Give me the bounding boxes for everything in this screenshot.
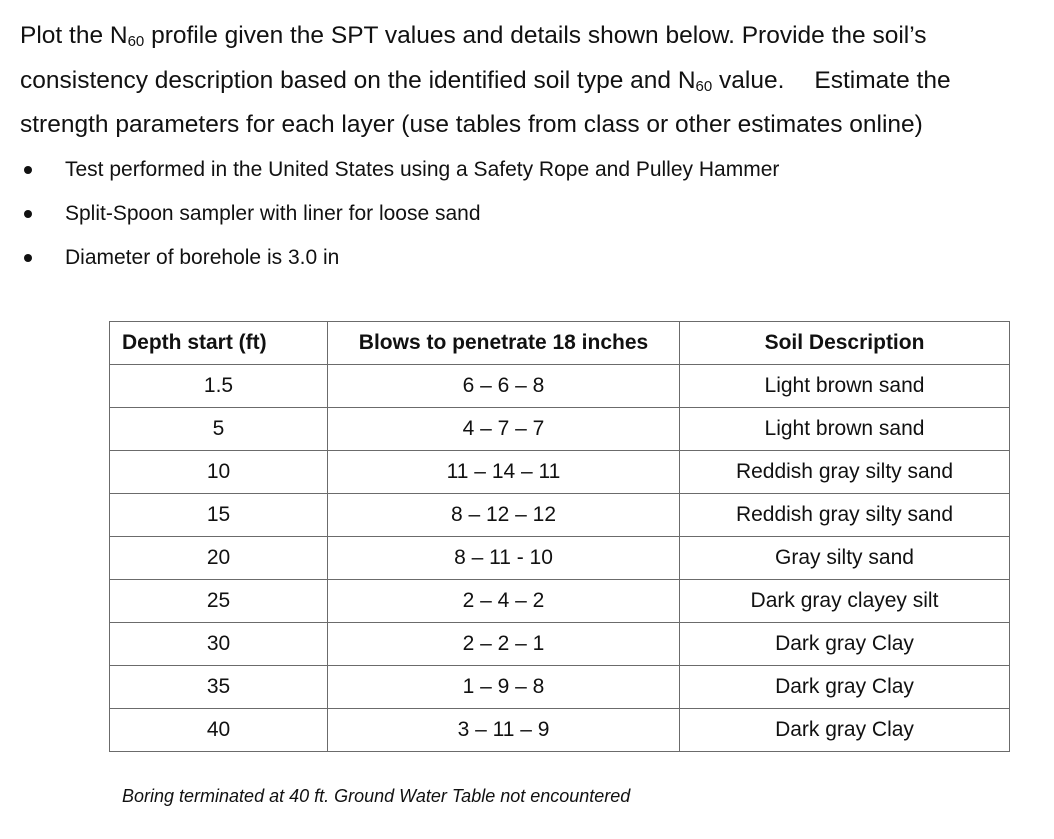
table-header-row bbox=[110, 322, 1010, 365]
cell-depth: 1.5 bbox=[110, 365, 328, 408]
problem-text: profile given the SPT values and details shown below. Provide the soil’s bbox=[144, 22, 927, 49]
cell-soil: Dark gray clayey silt bbox=[680, 580, 1010, 623]
subscript: 60 bbox=[127, 33, 145, 50]
list-item bbox=[20, 148, 779, 192]
problem-statement bbox=[20, 14, 1050, 148]
cell-blows: 8 – 12 – 12 bbox=[328, 494, 680, 537]
list-item-text: Split-Spoon sampler with liner for loose sand bbox=[65, 202, 481, 225]
cell-depth: 10 bbox=[110, 451, 328, 494]
cell-blows: 2 – 4 – 2 bbox=[328, 580, 680, 623]
cell-depth: 5 bbox=[110, 408, 328, 451]
problem-line-3: strength parameters for each layer (use tables from class or other estimates online) bbox=[20, 111, 923, 138]
cell-soil: Light brown sand bbox=[680, 365, 1010, 408]
cell-blows: 1 – 9 – 8 bbox=[328, 666, 680, 709]
table-row bbox=[110, 408, 1010, 451]
cell-soil: Dark gray Clay bbox=[680, 666, 1010, 709]
cell-soil: Light brown sand bbox=[680, 408, 1010, 451]
cell-soil: Reddish gray silty sand bbox=[680, 451, 1010, 494]
list-item-text: Diameter of borehole is 3.0 in bbox=[65, 246, 340, 269]
cell-depth: 30 bbox=[110, 623, 328, 666]
problem-line-1 bbox=[20, 14, 1050, 59]
problem-text: value. bbox=[712, 66, 785, 94]
list-item bbox=[20, 192, 779, 236]
boring-note: Boring terminated at 40 ft. Ground Water Table not encountered bbox=[122, 786, 631, 806]
cell-blows: 8 – 11 - 10 bbox=[328, 537, 680, 580]
cell-depth: 20 bbox=[110, 537, 328, 580]
cell-blows: 2 – 2 – 1 bbox=[328, 623, 680, 666]
cell-soil: Gray silty sand bbox=[680, 537, 1010, 580]
spt-table bbox=[109, 321, 1010, 752]
cell-soil: Dark gray Clay bbox=[680, 709, 1010, 752]
table-row bbox=[110, 537, 1010, 580]
problem-text: Plot the N bbox=[20, 22, 128, 49]
cell-blows: 6 – 6 – 8 bbox=[328, 365, 680, 408]
problem-text: consistency description based on the identified soil type and N bbox=[20, 66, 696, 94]
bullet-icon bbox=[24, 254, 32, 262]
bullet-icon bbox=[24, 210, 32, 218]
cell-depth: 40 bbox=[110, 709, 328, 752]
cell-soil: Reddish gray silty sand bbox=[680, 494, 1010, 537]
table-row bbox=[110, 580, 1010, 623]
table-row bbox=[110, 666, 1010, 709]
table-row bbox=[110, 494, 1010, 537]
test-details-list bbox=[20, 148, 779, 280]
cell-soil: Dark gray Clay bbox=[680, 623, 1010, 666]
list-item bbox=[20, 236, 779, 280]
header-depth: Depth start (ft) bbox=[110, 322, 328, 365]
cell-depth: 15 bbox=[110, 494, 328, 537]
bullet-icon bbox=[24, 166, 32, 174]
problem-text: Estimate the bbox=[814, 66, 951, 94]
table-row bbox=[110, 623, 1010, 666]
subscript: 60 bbox=[695, 77, 713, 95]
header-soil-description: Soil Description bbox=[680, 322, 1010, 365]
cell-depth: 25 bbox=[110, 580, 328, 623]
cell-blows: 11 – 14 – 11 bbox=[328, 451, 680, 494]
cell-depth: 35 bbox=[110, 666, 328, 709]
list-item-text: Test performed in the United States using a Safety Rope and Pulley Hammer bbox=[65, 158, 780, 181]
header-blows: Blows to penetrate 18 inches bbox=[328, 322, 680, 365]
cell-blows: 4 – 7 – 7 bbox=[328, 408, 680, 451]
table-row bbox=[110, 365, 1010, 408]
cell-blows: 3 – 11 – 9 bbox=[328, 709, 680, 752]
table-row bbox=[110, 709, 1010, 752]
table-row bbox=[110, 451, 1010, 494]
problem-line-2 bbox=[20, 59, 1050, 104]
